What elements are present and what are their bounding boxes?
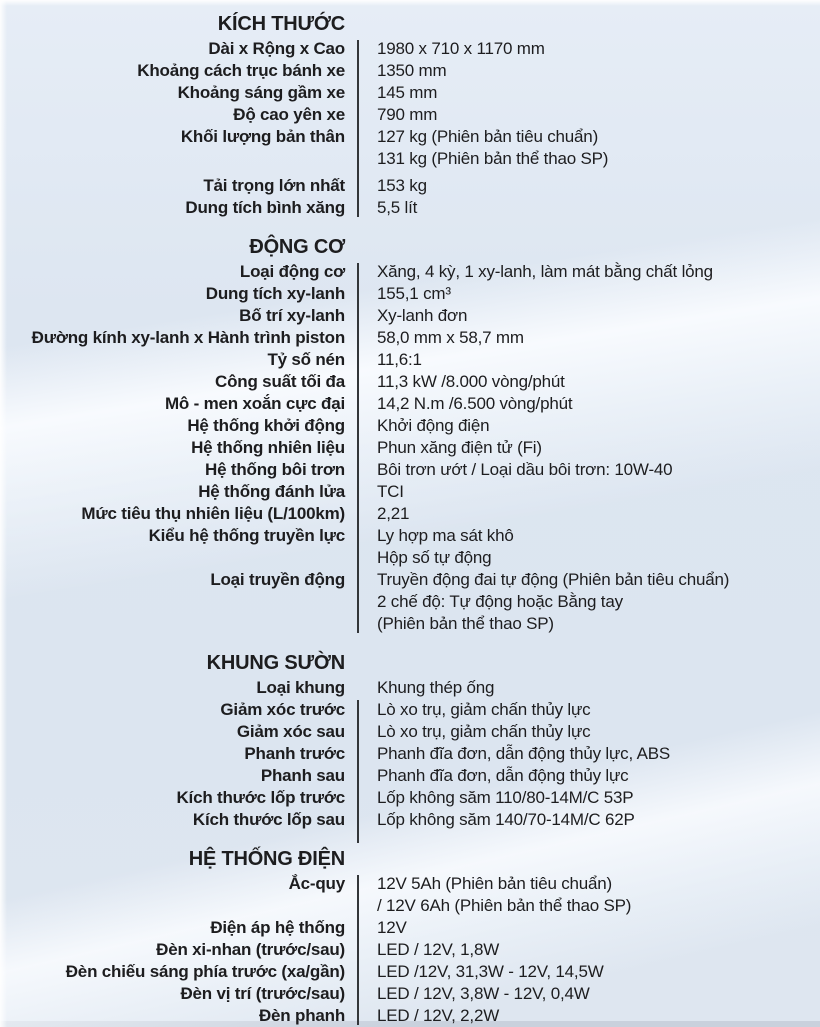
spec-value: 153 kg xyxy=(377,176,427,195)
spec-label: Ắc-quy xyxy=(288,874,345,893)
spec-row xyxy=(0,393,820,415)
spec-label: Dung tích bình xăng xyxy=(185,198,345,217)
spec-label xyxy=(0,591,345,613)
spec-row xyxy=(0,809,820,831)
section-title: KÍCH THƯỚC xyxy=(217,13,345,35)
spec-label: Hệ thống đánh lửa xyxy=(198,482,345,501)
spec-row xyxy=(0,349,820,371)
spec-label: Độ cao yên xe xyxy=(233,105,345,124)
spec-row xyxy=(0,917,820,939)
spec-label xyxy=(0,895,345,917)
spec-value: 155,1 cm³ xyxy=(377,284,451,303)
spec-row xyxy=(0,371,820,393)
spec-row xyxy=(0,787,820,809)
spec-value: 790 mm xyxy=(377,105,438,124)
spec-row xyxy=(0,415,820,437)
spec-value: Ly hợp ma sát khô xyxy=(377,526,514,545)
spec-label: Khoảng sáng gầm xe xyxy=(177,83,345,102)
spec-value: 11,3 kW /8.000 vòng/phút xyxy=(377,372,565,391)
spec-value: Phanh đĩa đơn, dẫn động thủy lực xyxy=(377,766,629,785)
spec-label: Đèn vị trí (trước/sau) xyxy=(180,984,345,1003)
spec-row xyxy=(0,613,820,635)
spec-value: LED / 12V, 2,2W xyxy=(377,1006,500,1025)
spec-row xyxy=(0,481,820,503)
spec-label: Phanh sau xyxy=(260,766,345,785)
spec-label: Đèn chiếu sáng phía trước (xa/gần) xyxy=(65,962,345,981)
spec-label: Hệ thống khởi động xyxy=(187,416,345,435)
spec-label: Đèn phanh xyxy=(258,1006,345,1025)
spec-row xyxy=(0,38,820,60)
spec-label: Loại động cơ xyxy=(239,262,345,281)
spec-value: 58,0 mm x 58,7 mm xyxy=(377,328,524,347)
spec-value: 12V 5Ah (Phiên bản tiêu chuẩn) xyxy=(377,874,613,893)
spec-row xyxy=(0,82,820,104)
spec-value: Hộp số tự động xyxy=(377,548,492,567)
spec-value: (Phiên bản thể thao SP) xyxy=(377,614,554,633)
spec-section-3 xyxy=(0,651,820,831)
spec-label: Đèn xi-nhan (trước/sau) xyxy=(156,940,345,959)
spec-label: Loại truyền động xyxy=(210,570,345,589)
spec-row xyxy=(0,721,820,743)
spec-label: Kích thước lốp sau xyxy=(192,810,345,829)
spec-value: 127 kg (Phiên bản tiêu chuẩn) xyxy=(377,127,599,146)
spec-label: Điện áp hệ thống xyxy=(210,918,345,937)
spec-label: Mô - men xoắn cực đại xyxy=(164,394,345,413)
spec-row xyxy=(0,503,820,525)
spec-label: Khối lượng bản thân xyxy=(180,127,345,146)
section-rows xyxy=(0,38,820,219)
spec-section-1 xyxy=(0,12,820,219)
spec-value: TCI xyxy=(377,482,404,501)
spec-label: Loại khung xyxy=(256,678,345,697)
spec-value: / 12V 6Ah (Phiên bản thể thao SP) xyxy=(377,896,632,915)
spec-row xyxy=(0,305,820,327)
column-divider-line xyxy=(357,875,359,1025)
spec-value: Lò xo trụ, giảm chấn thủy lực xyxy=(377,722,591,741)
section-rows xyxy=(0,873,820,1027)
spec-value: 145 mm xyxy=(377,83,438,102)
spec-label: Dài x Rộng x Cao xyxy=(208,39,345,58)
spec-row xyxy=(0,197,820,219)
spec-label: Mức tiêu thụ nhiên liệu (L/100km) xyxy=(81,504,345,523)
spec-row xyxy=(0,175,820,197)
spec-label: Dung tích xy-lanh xyxy=(205,284,345,303)
spec-row xyxy=(0,939,820,961)
spec-row xyxy=(0,765,820,787)
spec-row xyxy=(0,459,820,481)
spec-value: Phun xăng điện tử (Fi) xyxy=(377,438,542,457)
spec-label: Bố trí xy-lanh xyxy=(239,306,345,325)
spec-row xyxy=(0,983,820,1005)
spec-row xyxy=(0,60,820,82)
spec-label: Tỷ số nén xyxy=(267,350,345,369)
spec-row xyxy=(0,126,820,148)
spec-value: 11,6:1 xyxy=(377,350,422,369)
spec-row xyxy=(0,437,820,459)
spec-label: Khoảng cách trục bánh xe xyxy=(137,61,345,80)
spec-label: Tải trọng lớn nhất xyxy=(203,176,345,195)
spec-value: 1350 mm xyxy=(377,61,447,80)
column-divider-line xyxy=(357,700,359,843)
spec-value: 12V xyxy=(377,918,407,937)
spec-label: Giảm xóc sau xyxy=(236,722,345,741)
spec-value: 1980 x 710 x 1170 mm xyxy=(377,39,545,58)
spec-value: 131 kg (Phiên bản thể thao SP) xyxy=(377,149,609,168)
spec-value: 5,5 lít xyxy=(377,198,418,217)
spec-value: 2 chế độ: Tự động hoặc Bằng tay xyxy=(377,592,623,611)
spec-row xyxy=(0,743,820,765)
spec-label xyxy=(0,148,345,170)
spec-value: Lò xo trụ, giảm chấn thủy lực xyxy=(377,700,591,719)
spec-label: Phanh trước xyxy=(244,744,345,763)
spec-value: Bôi trơn ướt / Loại dầu bôi trơn: 10W-40 xyxy=(377,460,673,479)
spec-row xyxy=(0,283,820,305)
spec-row xyxy=(0,104,820,126)
section-title: ĐỘNG CƠ xyxy=(249,236,345,258)
spec-label: Kiểu hệ thống truyền lực xyxy=(148,526,345,545)
spec-value: 2,21 xyxy=(377,504,410,523)
spec-value: LED / 12V, 1,8W xyxy=(377,940,500,959)
spec-row xyxy=(0,569,820,591)
column-divider-line xyxy=(357,40,359,217)
spec-label xyxy=(0,613,345,635)
spec-value: LED / 12V, 3,8W - 12V, 0,4W xyxy=(377,984,590,1003)
section-title: HỆ THỐNG ĐIỆN xyxy=(188,848,345,870)
spec-value: LED /12V, 31,3W - 12V, 14,5W xyxy=(377,962,604,981)
spec-section-2 xyxy=(0,235,820,635)
section-rows xyxy=(0,261,820,635)
section-title: KHUNG SƯỜN xyxy=(206,652,345,674)
spec-row xyxy=(0,327,820,349)
spec-value: Khung thép ống xyxy=(377,678,495,697)
spec-value: 14,2 N.m /6.500 vòng/phút xyxy=(377,394,573,413)
spec-section-4 xyxy=(0,847,820,1027)
section-rows xyxy=(0,677,820,831)
spec-row xyxy=(0,677,820,699)
spec-row xyxy=(0,873,820,895)
spec-label: Giảm xóc trước xyxy=(220,700,345,719)
spec-row xyxy=(0,699,820,721)
spec-value: Phanh đĩa đơn, dẫn động thủy lực, ABS xyxy=(377,744,671,763)
spec-row xyxy=(0,525,820,547)
spec-row xyxy=(0,148,820,170)
spec-label: Công suất tối đa xyxy=(215,372,345,391)
spec-label: Đường kính xy-lanh x Hành trình piston xyxy=(31,328,345,347)
spec-label: Kích thước lốp trước xyxy=(176,788,345,807)
spec-row xyxy=(0,591,820,613)
spec-row xyxy=(0,261,820,283)
spec-value: Khởi động điện xyxy=(377,416,490,435)
spec-row xyxy=(0,547,820,569)
spec-row xyxy=(0,1005,820,1027)
spec-label: Hệ thống bôi trơn xyxy=(205,460,345,479)
spec-label: Hệ thống nhiên liệu xyxy=(191,438,345,457)
column-divider-line xyxy=(357,263,359,633)
spec-value: Lốp không săm 140/70-14M/C 62P xyxy=(377,810,635,829)
spec-row xyxy=(0,895,820,917)
spec-value: Truyền động đai tự động (Phiên bản tiêu chuẩn) xyxy=(377,570,730,589)
spec-row xyxy=(0,961,820,983)
spec-value: Xăng, 4 kỳ, 1 xy-lanh, làm mát bằng chất lỏng xyxy=(377,262,713,281)
spec-label xyxy=(0,547,345,569)
spec-value: Xy-lanh đơn xyxy=(377,306,468,325)
spec-value: Lốp không săm 110/80-14M/C 53P xyxy=(377,788,634,807)
